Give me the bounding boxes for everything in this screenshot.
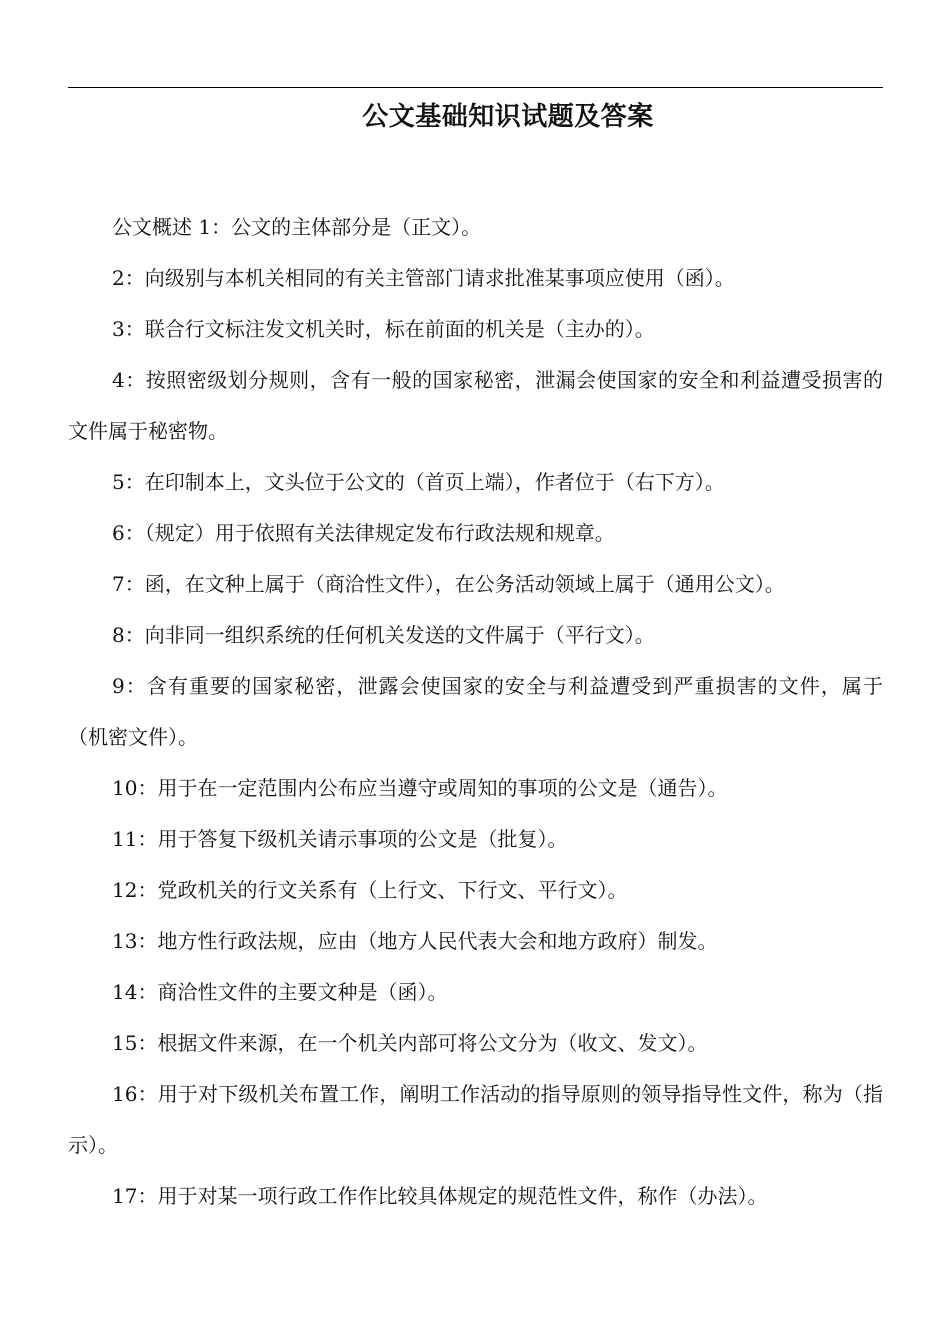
question-paragraph: 16：用于对下级机关布置工作，阐明工作活动的指导原则的领导指导性文件，称为（指示）。 <box>68 1082 883 1157</box>
question-paragraph: 10：用于在一定范围内公布应当遵守或周知的事项的公文是（通告）。 <box>112 776 728 800</box>
question-paragraph: 公文概述 1：公文的主体部分是（正文）。 <box>112 215 482 239</box>
question-paragraph: 3：联合行文标注发文机关时，标在前面的机关是（主办的）。 <box>112 317 655 341</box>
question-paragraph: 4：按照密级划分规则，含有一般的国家秘密，泄漏会使国家的安全和利益遭受损害的文件属于秘密物。 <box>68 368 883 443</box>
question-paragraph: 17：用于对某一项行政工作作比较具体规定的规范性文件，称作（办法）。 <box>112 1184 768 1208</box>
question-paragraph: 14：商洽性文件的主要文种是（函）。 <box>112 980 448 1004</box>
question-paragraph: 6：（规定）用于依照有关法律规定发布行政法规和规章。 <box>112 521 615 545</box>
header-rule <box>68 87 883 88</box>
question-paragraph: 9：含有重要的国家秘密，泄露会使国家的安全与利益遭受到严重损害的文件，属于（机密文件）。 <box>68 674 883 749</box>
document-title: 公文基础知识试题及答案 <box>362 102 654 132</box>
question-paragraph: 5：在印制本上，文头位于公文的（首页上端），作者位于（右下方）。 <box>112 470 725 494</box>
question-paragraph: 12：党政机关的行文关系有（上行文、下行文、平行文）。 <box>112 878 628 902</box>
question-paragraph: 8：向非同一组织系统的任何机关发送的文件属于（平行文）。 <box>112 623 655 647</box>
question-paragraph: 7：函，在文种上属于（商洽性文件），在公务活动领域上属于（通用公文）。 <box>112 572 785 596</box>
question-paragraph: 13：地方性行政法规，应由（地方人民代表大会和地方政府）制发。 <box>112 929 718 953</box>
question-paragraph: 11：用于答复下级机关请示事项的公文是（批复）。 <box>112 827 568 851</box>
document-body <box>68 202 883 1222</box>
question-paragraph: 2：向级别与本机关相同的有关主管部门请求批准某事项应使用（函）。 <box>112 266 735 290</box>
question-paragraph: 15：根据文件来源，在一个机关内部可将公文分为（收文、发文）。 <box>112 1031 708 1055</box>
